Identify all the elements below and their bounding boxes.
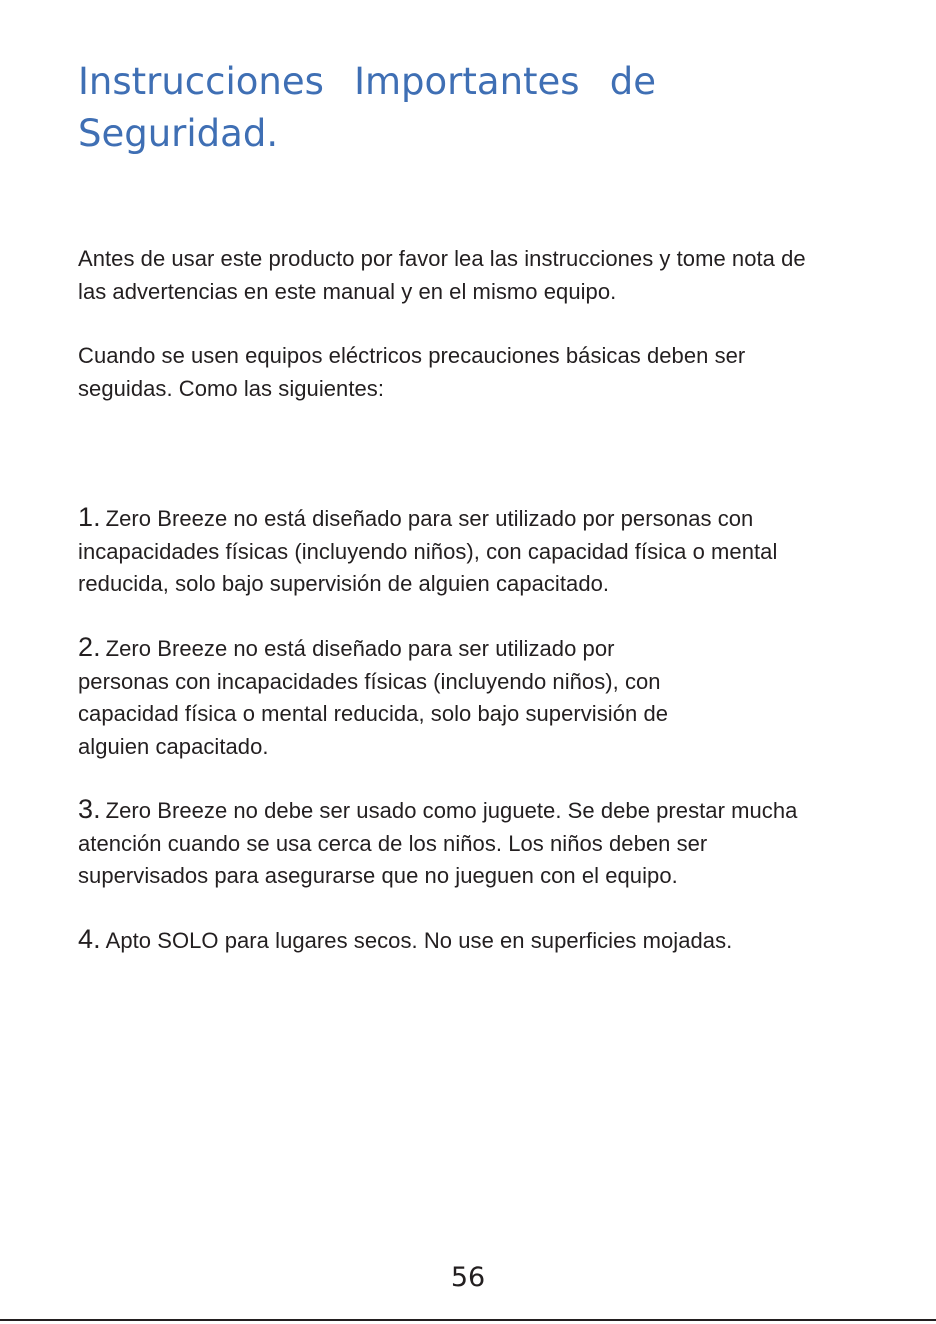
item-number: 1.: [78, 502, 101, 532]
safety-item: [78, 923, 838, 958]
item-text: Zero Breeze no está diseñado para ser utilizado por personas con incapacidades físicas (incluyendo niños), con capacidad física o mental reducida, solo bajo supervisión de alguien capacitado.: [78, 506, 778, 596]
item-text: Zero Breeze no debe ser usado como juguete. Se debe prestar mucha atención cuando se usa cerca de los niños. Los niños deben ser supervisados para asegurarse que no jueguen con el equipo.: [78, 798, 798, 888]
title-word: de: [609, 60, 656, 103]
safety-item: [78, 631, 698, 763]
item-number: 3.: [78, 794, 101, 824]
safety-item: [78, 501, 838, 601]
title-word: Instrucciones: [78, 60, 324, 103]
page-number: 56: [450, 1262, 486, 1293]
intro-paragraph: Antes de usar este producto por favor lea las instrucciones y tome nota de las advertencias en este manual y en el mismo equipo.: [78, 246, 806, 304]
item-number: 4.: [78, 924, 101, 954]
intro-paragraph: Cuando se usen equipos eléctricos precauciones básicas deben ser seguidas. Como las siguientes:: [78, 343, 746, 401]
safety-item: [78, 793, 803, 893]
title-word: Importantes: [354, 60, 580, 103]
page-title: [78, 56, 678, 160]
bottom-rule: [0, 1319, 936, 1321]
item-text: Apto SOLO para lugares secos. No use en superficies mojadas.: [105, 928, 733, 953]
item-text: Zero Breeze no está diseñado para ser utilizado por personas con incapacidades físicas (incluyendo niños), con capacidad física o mental reducida, solo bajo supervisión de alguien capacitado.: [78, 636, 669, 759]
item-number: 2.: [78, 632, 101, 662]
title-line-2: Seguridad.: [78, 112, 279, 155]
title-line-1: [78, 56, 656, 108]
